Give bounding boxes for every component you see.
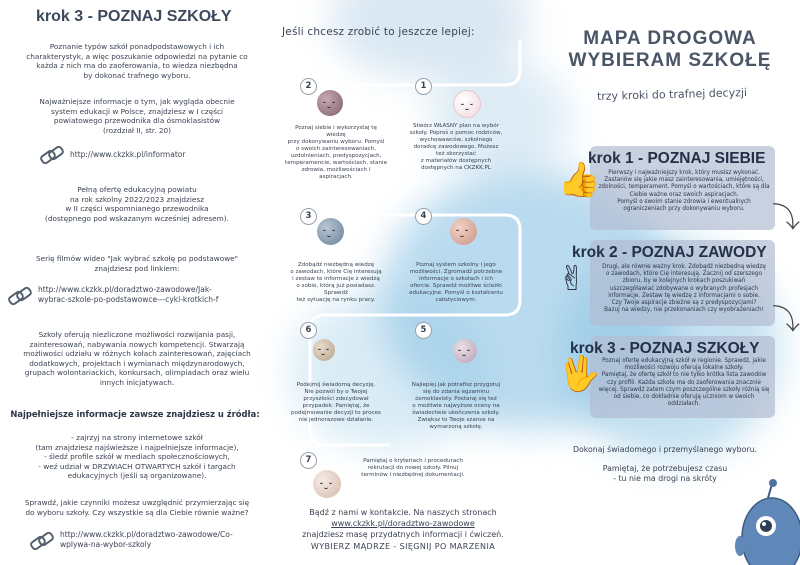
info-text: Najważniejsze informacje o tym, jak wygląda obecnie system edukacji w Polsce, znajdziesz w I części powiatowego przewodnika dla ósmoklasistów (rozdział II, str. 20) — [39, 97, 235, 135]
robot-icon — [732, 478, 800, 565]
krok-3-text: Poznaj ofertę edukacyjną szkół w regionie. Sprawdź, jakie możliwości rozwoju oferują lokalne szkoły. Pamiętaj, że ofertę szkół to nie tylko krótka lista zawodów czy profili. Każda szkoła ma do zaoferowania znacznie więcej. Sprawdź zatem czym poszczególne szkoły różnią się od siebie, co dokładnie oferują uczniom w swoich oddziałach. — [598, 358, 770, 408]
main-title: MAPA DROGOWA WYBIERAM SZKOŁĘ — [568, 28, 772, 71]
slogan: WYBIERZ MĄDRZE - SIĘGNIJ PO MARZENIA — [310, 542, 496, 551]
link-school-factors[interactable]: http://www.ckzkk.pl/doradztwo-zawodowe/Co- wplywa-na-wybor-szkoly — [30, 530, 233, 550]
three-fingers-hand-icon: 🖖 — [558, 354, 601, 394]
step-3-text: Zdobądź niezbędną wiedzę o zawodach, które Cię interesują i zestaw te informacje z wiedzą o sobie, którą już posiadasz. Sprawdź też sytuację na rynku pracy. — [290, 262, 382, 303]
closing-text: Dokonaj świadomego i przemyślanego wyboru. — [572, 445, 757, 454]
step-number: 5 — [415, 322, 432, 339]
link-chain-icon — [30, 533, 52, 547]
link-chain-icon — [40, 147, 62, 161]
contact-text-2: znajdziesz masę przydatnych informacji i ćwiczeń. — [302, 530, 504, 539]
check-text: Sprawdź, jakie czynniki możesz uwzględnić przymierzając się do wyboru szkoły. Czy wszystkie są dla Ciebie równie ważne? — [24, 498, 250, 517]
planet-icon — [317, 218, 344, 245]
planet-icon — [313, 339, 335, 361]
thumb-up-hand-icon: 👍 — [558, 160, 601, 200]
planet-icon — [453, 339, 477, 363]
two-fingers-hand-icon: ✌ — [558, 259, 587, 299]
krok-3-title: krok 3 - POZNAJ SZKOŁY — [570, 340, 760, 357]
curved-arrow-icon: ⤵ — [772, 303, 800, 336]
contact-text: Bądź z nami w kontakcie. Na naszych stronach — [309, 508, 497, 517]
step-6-text: Podejmij świadomą decyzję. Nie pozwól by o Twojej przyszłości zdecydował przypadek. Pamiętaj, że podejmowanie decyzji to proces nie jednorazowe działanie. — [291, 382, 381, 423]
planet-icon — [453, 90, 481, 118]
step-number: 6 — [300, 322, 317, 339]
closing-text-2: Pamiętaj, że potrzebujesz czasu - tu nie ma drogi na skróty — [602, 464, 728, 483]
step-1-text: Stwórz WŁASNY plan na wybór szkoły. Poproś o pomoc rodziców, wychowawców, szkolnego doradcę zawodowego. Możesz też skorzystać z materiałów dostępnych dostępnych na CKZKK.PL — [409, 123, 503, 171]
middle-title: Jeśli chcesz zrobić to jeszcze lepiej: — [282, 26, 475, 38]
step-number: 7 — [300, 452, 317, 469]
step-4-text: Poznaj system szkolny i jego możliwości. Zgromadź potrzebne informacje o szkołach i ich ofercie. Sprawdź możliwe ścieżki edukacyjne. Pomyśl o kształceniu całożyciowym. — [409, 262, 503, 303]
left-title: krok 3 - POZNAJ SZKOŁY — [36, 8, 232, 25]
link-chain-icon — [8, 288, 30, 302]
krok-2-text: Drugi, ale równie ważny krok. Zdobądź niezbędną wiedzę o zawodach, które Cię interesują. Zacznij od szerszego zbioru, by w kolejnych krokach poszukiwań uszczegóławiać zdobywane o wybranych profesjach informacje. Zestaw tę wiedzę z informacjami o sobie. Czy Twoje aspiracje zbieżne są z predyspozycjami? Bazuj na wiedzy, nie przekonaniach czy wyobrażeniach! — [602, 264, 766, 314]
offer-text: Pełną ofertę edukacyjną powiatu na rok szkolny 2022/2023 znajdziesz w II części wspomnianego przewodnika (dostępnego pod wskazanym wcześniej adresem). — [45, 185, 229, 223]
planet-icon — [450, 218, 477, 245]
main-subtitle: trzy kroki do trafnej decyzji — [596, 86, 748, 103]
intro-text: Poznanie typów szkół ponadpodstawowych i ich charakterystyk, a więc poszukanie odpowiedzi na pytanie co każda z nich ma do zaoferowania, to wiedza niezbędna by dokonać trafnego wyboru. — [26, 42, 248, 80]
step-7-text: Pamiętaj o kryteriach i procedurach rekrutacji do nowej szkoły. Pilnuj terminów i niezbędnej dokumentacji. — [361, 458, 465, 478]
step-number: 1 — [415, 78, 432, 95]
step-number: 3 — [300, 208, 317, 225]
planet-icon — [317, 90, 343, 116]
step-2-text: Poznaj siebie i wykorzystaj tę wiedzę przy dokonywaniu wyboru. Pomyśl o swoich zainteresowaniach, uzdolnieniach, predyspozycjach, temperamencie, wartościach, stanie zdrowia, możliwościach i aspiracjach. — [285, 125, 388, 180]
krok-2-title: krok 2 - POZNAJ ZAWODY — [572, 244, 767, 261]
step-5-text: Najlepiej jak potrafisz przygotuj się do zdania egzaminu ósmoklasisty. Postaraj się też o możliwie najwyższe oceny na świadectwie ukończenia szkoły. Zwiększ to Twoje szanse na wymarzoną szkołę. — [411, 382, 501, 430]
curved-arrow-icon: ⤵ — [772, 201, 800, 234]
step-number: 2 — [300, 78, 317, 95]
schools-text: Szkoły oferują niezliczone możliwości rozwijania pasji, zainteresowań, nabywania nowych kompetencji. Stwarzają możliwości udziału w różnych kołach zainteresowań, zajęciach dodatkowych, projektach i wymianach międzynarodowych, grupach wolontariackich, konkursach, olimpiadach oraz wielu innych inicjatywach. — [23, 330, 251, 387]
step-number: 4 — [415, 208, 432, 225]
left-panel — [0, 0, 270, 565]
krok-1-text: Pierwszy i najważniejszy krok, który musisz wykonać. Zastanów się jakie masz zainteresowania, umiejętności, zdolności, temperament. Pomyśl o wartościach, które są dla Ciebie ważne oraz swoich aspiracjach. Pomyśl o swoim stanie zdrowia i ewentualnych ograniczeniach przy dokonywaniu wyboru. — [598, 170, 770, 213]
contact-link[interactable]: www.ckzkk.pl/doradztwo-zawodowe — [331, 519, 475, 528]
link-informator[interactable]: http://www.ckzkk.pl/informator — [40, 147, 185, 161]
link-film-series[interactable]: http://www.ckzkk.pl/doradztwo-zawodowe/Jak- wybrac-szkole-po-podstawowce---cykl-krotkich-f — [8, 285, 218, 305]
film-text: Serię filmów wideo "Jak wybrać szkołę po podstawowe" znajdziesz pod linkiem: — [35, 254, 239, 273]
sources-title: Najpełniejsze informacje zawsze znajdziesz u źródła: — [10, 409, 260, 419]
krok-1-title: krok 1 - POZNAJ SIEBIE — [588, 150, 766, 167]
sources-list: - zajrzyj na strony internetowe szkół (tam znajdziesz najświeższe i najpełniejsze informacje), - śledź profile szkół w mediach społecznościowych, - weź udział w DRZWIACH OTWARTYCH szkół i targach edukacyjnych (jeśli są organizowane). — [35, 433, 239, 481]
planet-icon — [313, 470, 341, 498]
